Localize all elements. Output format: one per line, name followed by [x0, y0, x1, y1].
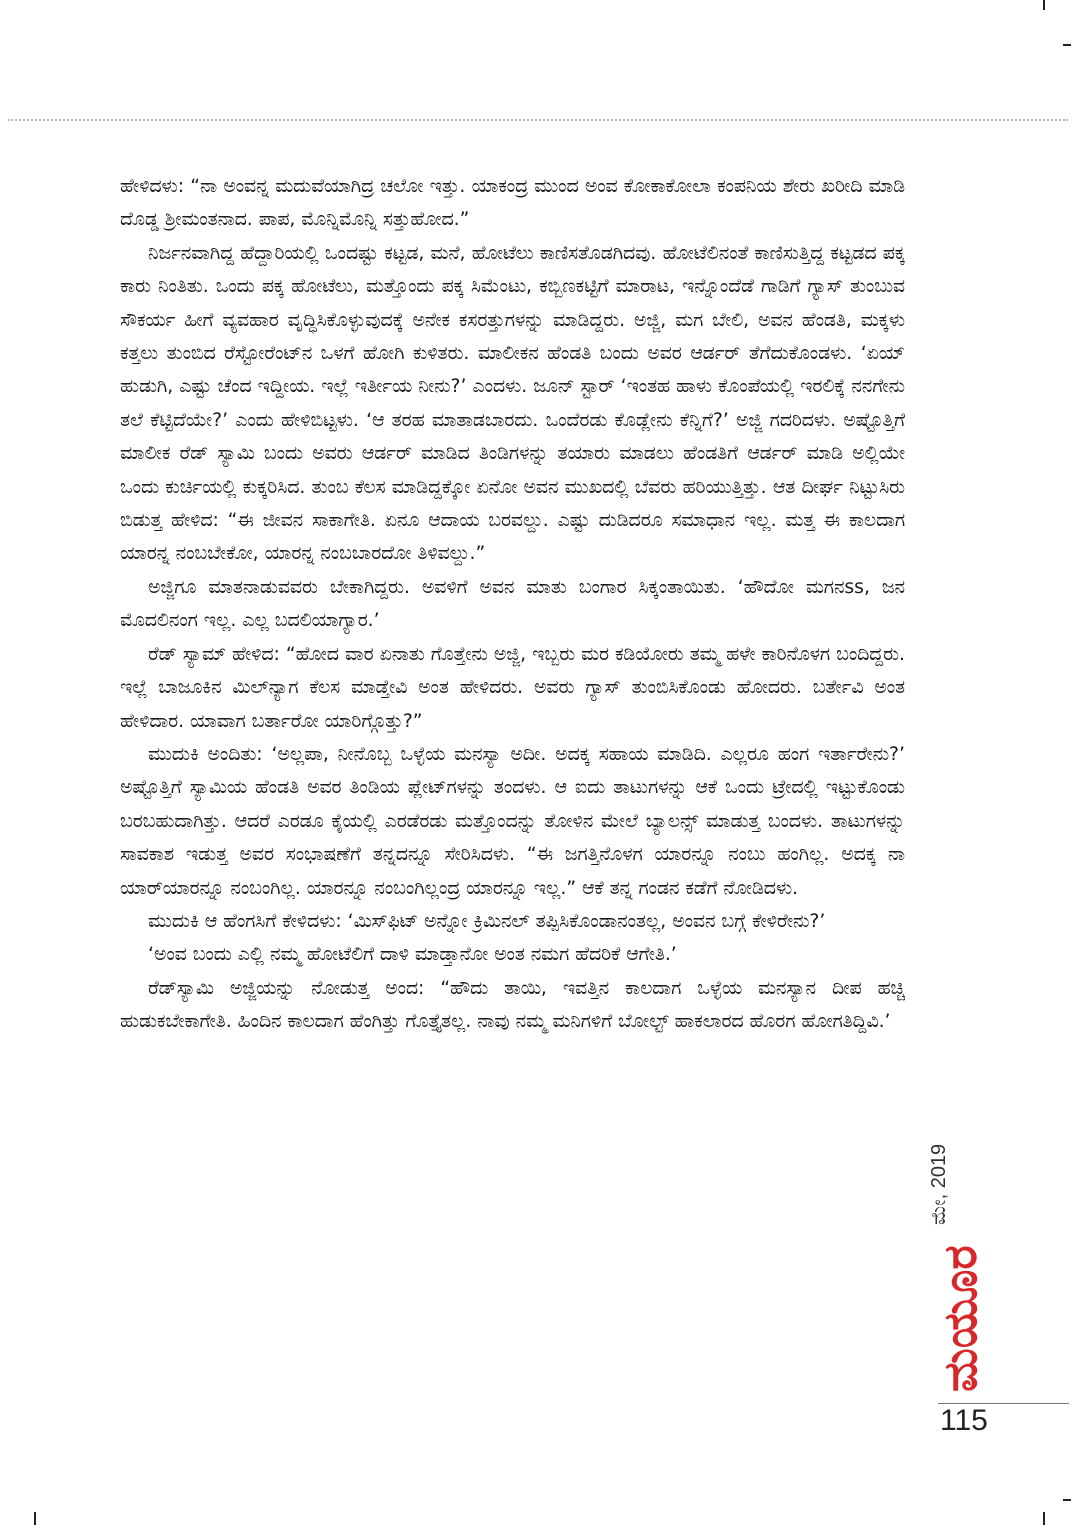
story-text-column	[120, 170, 905, 1039]
page-number: 115	[940, 1404, 988, 1437]
crop-mark-bottom-left	[34, 1512, 36, 1525]
crop-mark-top-right	[1043, 0, 1045, 10]
paragraph-5: ಮುದುಕಿ ಅಂದಿತು: ‘ಅಲ್ಲಪಾ, ನೀನೊಬ್ಬ ಒಳ್ಳೆಯ ಮನಸ್ಯಾ ಅದೀ. ಅದಕ್ಕ ಸಹಾಯ ಮಾಡಿದಿ. ಎಲ್ಲರೂ ಹಂಗ ಇರ್ತಾರೇನು?’ ಅಷ್ಟೊತ್ತಿಗೆ ಸ್ಯಾಮಿಯ ಹೆಂಡತಿ ಅವರ ತಿಂಡಿಯ ಪ್ಲೇಟ್‌ಗಳನ್ನು ತಂದಳು. ಆ ಐದು ತಾಟುಗಳನ್ನು ಆಕೆ ಒಂದು ಟ್ರೇದಲ್ಲಿ ಇಟ್ಟುಕೊಂಡು ಬರಬಹುದಾಗಿತ್ತು. ಆದರೆ ಎರಡೂ ಕೈಯಲ್ಲಿ ಎರಡೆರಡು ಮತ್ತೊಂದನ್ನು ತೋಳಿನ ಮೇಲೆ ಬ್ಯಾಲನ್ಸ್ ಮಾಡುತ್ತ ಬಂದಳು. ತಾಟುಗಳನ್ನು ಸಾವಕಾಶ ಇಡುತ್ತ ಅವರ ಸಂಭಾಷಣೆಗೆ ತನ್ನದನ್ನೂ ಸೇರಿಸಿದಳು. “ಈ ಜಗತ್ತಿನೊಳಗ ಯಾರನ್ನೂ ನಂಬು ಹಂಗಿಲ್ಲ. ಅದಕ್ಕ ನಾ ಯಾರ್‌ಯಾರನ್ನೂ ನಂಬಂಗಿಲ್ಲ. ಯಾರನ್ನೂ ನಂಬಂಗಿಲ್ಲಂದ್ರ ಯಾರನ್ನೂ ಇಲ್ಲ.” ಆಕೆ ತನ್ನ ಗಂಡನ ಕಡೆಗೆ ನೋಡಿದಳು.	[120, 743, 905, 899]
crop-mark-right-top	[1063, 44, 1071, 46]
header-dotted-rule	[8, 119, 1068, 121]
paragraph-3: ಅಜ್ಜಿಗೂ ಮಾತನಾಡುವವರು ಬೇಕಾಗಿದ್ದರು. ಅವಳಿಗೆ ಅವನ ಮಾತು ಬಂಗಾರ ಸಿಕ್ಕಂತಾಯಿತು. ‘ಹೌದೋ ಮಗನss, ಜನ ಮೊದಲಿನಂಗ ಇಲ್ಲ. ಎಲ್ಲ ಬದಲಿಯಾಗ್ಯಾರ.’	[120, 576, 905, 632]
paragraph-4: ರೆಡ್ ಸ್ಯಾಮ್ ಹೇಳಿದ: “ಹೋದ ವಾರ ಏನಾತು ಗೊತ್ತೇನು ಅಜ್ಜಿ, ಇಬ್ಬರು ಮರ ಕಡಿಯೋರು ತಮ್ಮ ಹಳೇ ಕಾರಿನೊಳಗ ಬಂದಿದ್ದರು. ಇಲ್ಲೆ ಬಾಜೂಕಿನ ಮಿಲ್‌ನ್ಯಾಗ ಕೆಲಸ ಮಾಡ್ತೇವಿ ಅಂತ ಹೇಳಿದರು. ಅವರು ಗ್ಯಾಸ್ ತುಂಬಿಸಿಕೊಂಡು ಹೋದರು. ಬರ್ತೇವಿ ಅಂತ ಹೇಳಿದಾರ. ಯಾವಾಗ ಬರ್ತಾರೋ ಯಾರಿಗ್ಗೊತ್ತು?”	[120, 643, 905, 732]
issue-date: ಮೇ, 2019	[928, 1143, 950, 1225]
paragraph-1: ಹೇಳಿದಳು: “ನಾ ಅಂವನ್ನ ಮದುವೆಯಾಗಿದ್ರ ಚಲೋ ಇತ್ತು. ಯಾಕಂದ್ರ ಮುಂದ ಅಂವ ಕೋಕಾಕೋಲಾ ಕಂಪನಿಯ ಶೇರು ಖರೀದಿ ಮಾಡಿ ದೊಡ್ಡ ಶ್ರೀಮಂತನಾದ. ಪಾಪ, ಮೊನ್ನಿಮೊನ್ನಿ ಸತ್ತುಹೋದ.”	[120, 176, 905, 231]
paragraph-7: ‘ಅಂವ ಬಂದು ಎಲ್ಲಿ ನಮ್ಮ ಹೋಟೆಲಿಗೆ ದಾಳಿ ಮಾಡ್ತಾನೋ ಅಂತ ನಮಗ ಹೆದರಿಕೆ ಆಗೇತಿ.’	[148, 944, 677, 966]
paragraph-8: ರೆಡ್‌ಸ್ಯಾಮಿ ಅಜ್ಜಿಯನ್ನು ನೋಡುತ್ತ ಅಂದ: “ಹೌದು ತಾಯಿ, ಇವತ್ತಿನ ಕಾಲದಾಗ ಒಳ್ಳೆಯ ಮನಸ್ಯಾನ ದೀಪ ಹಚ್ಚಿ ಹುಡುಕಬೇಕಾಗೇತಿ. ಹಿಂದಿನ ಕಾಲದಾಗ ಹೆಂಗಿತ್ತು ಗೊತ್ತೈತಲ್ಲ. ನಾವು ನಮ್ಮ ಮನಿಗಳಿಗೆ ಬೋಲ್ಟ್ ಹಾಕಲಾರದ ಹೊರಗ ಹೋಗತಿದ್ದಿವಿ.’	[120, 977, 905, 1033]
magazine-logo: ಮಯೂರ	[933, 1245, 987, 1392]
crop-mark-bottom-right	[1043, 1512, 1045, 1525]
crop-mark-right-bottom	[1063, 1499, 1071, 1501]
paragraph-2: ನಿರ್ಜನವಾಗಿದ್ದ ಹೆದ್ದಾರಿಯಲ್ಲಿ ಒಂದಷ್ಟು ಕಟ್ಟಡ, ಮನೆ, ಹೋಟೆಲು ಕಾಣಿಸತೊಡಗಿದವು. ಹೋಟೆಲಿನಂತೆ ಕಾಣಿಸುತ್ತಿದ್ದ ಕಟ್ಟಡದ ಪಕ್ಕ ಕಾರು ನಿಂತಿತು. ಒಂದು ಪಕ್ಕ ಹೋಟೆಲು, ಮತ್ತೊಂದು ಪಕ್ಕ ಸಿಮೆಂಟು, ಕಬ್ಬಿಣಕಟ್ಟಿಗೆ ಮಾರಾಟ, ಇನ್ನೊಂದೆಡೆ ಗಾಡಿಗೆ ಗ್ಯಾಸ್ ತುಂಬುವ ಸೌಕರ್ಯ ಹೀಗೆ ವ್ಯವಹಾರ ವೃದ್ಧಿಸಿಕೊಳ್ಳುವುದಕ್ಕೆ ಅನೇಕ ಕಸರತ್ತುಗಳನ್ನು ಮಾಡಿದ್ದರು. ಅಜ್ಜಿ, ಮಗ ಬೇಲಿ, ಅವನ ಹೆಂಡತಿ, ಮಕ್ಕಳು ಕತ್ತಲು ತುಂಬಿದ ರೆಸ್ಟೋರೆಂಟ್‌ನ ಒಳಗೆ ಹೋಗಿ ಕುಳಿತರು. ಮಾಲೀಕನ ಹೆಂಡತಿ ಬಂದು ಅವರ ಆರ್ಡರ್ ತೆಗೆದುಕೊಂಡಳು. ‘ಏಯ್ ಹುಡುಗಿ, ಎಷ್ಟು ಚೆಂದ ಇದ್ದೀಯ. ಇಲ್ಲೆ ಇರ್ತೀಯ ನೀನು?’ ಎಂದಳು. ಜೂನ್ ಸ್ಟಾರ್ ‘ಇಂತಹ ಹಾಳು ಕೊಂಪೆಯಲ್ಲಿ ಇರಲಿಕ್ಕೆ ನನಗೇನು ತಲೆ ಕೆಟ್ಟಿದೆಯೇ?’ ಎಂದು ಹೇಳಿಬಿಟ್ಟಳು. ‘ಆ ತರಹ ಮಾತಾಡಬಾರದು. ಒಂದೆರಡು ಕೊಡ್ಲೇನು ಕೆನ್ನಿಗೆ?’ ಅಜ್ಜಿ ಗದರಿದಳು. ಅಷ್ಟೊತ್ತಿಗೆ ಮಾಲೀಕ ರೆಡ್ ಸ್ಯಾಮಿ ಬಂದು ಅವರು ಆರ್ಡರ್ ಮಾಡಿದ ತಿಂಡಿಗಳನ್ನು ತಯಾರು ಮಾಡಲು ಹೆಂಡತಿಗೆ ಆರ್ಡರ್ ಮಾಡಿ ಅಲ್ಲಿಯೇ ಒಂದು ಕುರ್ಚಿಯಲ್ಲಿ ಕುಕ್ಕರಿಸಿದ. ತುಂಬ ಕೆಲಸ ಮಾಡಿದ್ದಕ್ಕೋ ಏನೋ ಅವನ ಮುಖದಲ್ಲಿ ಬೆವರು ಹರಿಯುತ್ತಿತ್ತು. ಆತ ದೀರ್ಘ ನಿಟ್ಟುಸಿರು ಬಿಡುತ್ತ ಹೇಳಿದ: “ಈ ಜೀವನ ಸಾಕಾಗೇತಿ. ಏನೂ ಆದಾಯ ಬರವಲ್ದು. ಎಷ್ಟು ದುಡಿದರೂ ಸಮಾಧಾನ ಇಲ್ಲ. ಮತ್ತ ಈ ಕಾಲದಾಗ ಯಾರನ್ನ ನಂಬಬೇಕೋ, ಯಾರನ್ನ ನಂಬಬಾರದೋ ತಿಳಿವಲ್ದು.”	[120, 242, 905, 565]
paragraph-6: ಮುದುಕಿ ಆ ಹೆಂಗಸಿಗೆ ಕೇಳಿದಳು: ‘ಮಿಸ್‌ಫಿಟ್ ಅನ್ನೋ ಕ್ರಿಮಿನಲ್ ತಪ್ಪಿಸಿಕೊಂಡಾನಂತಲ್ಲ, ಅಂವನ ಬಗ್ಗೆ ಕೇಳಿರೇನು?’	[148, 910, 826, 932]
